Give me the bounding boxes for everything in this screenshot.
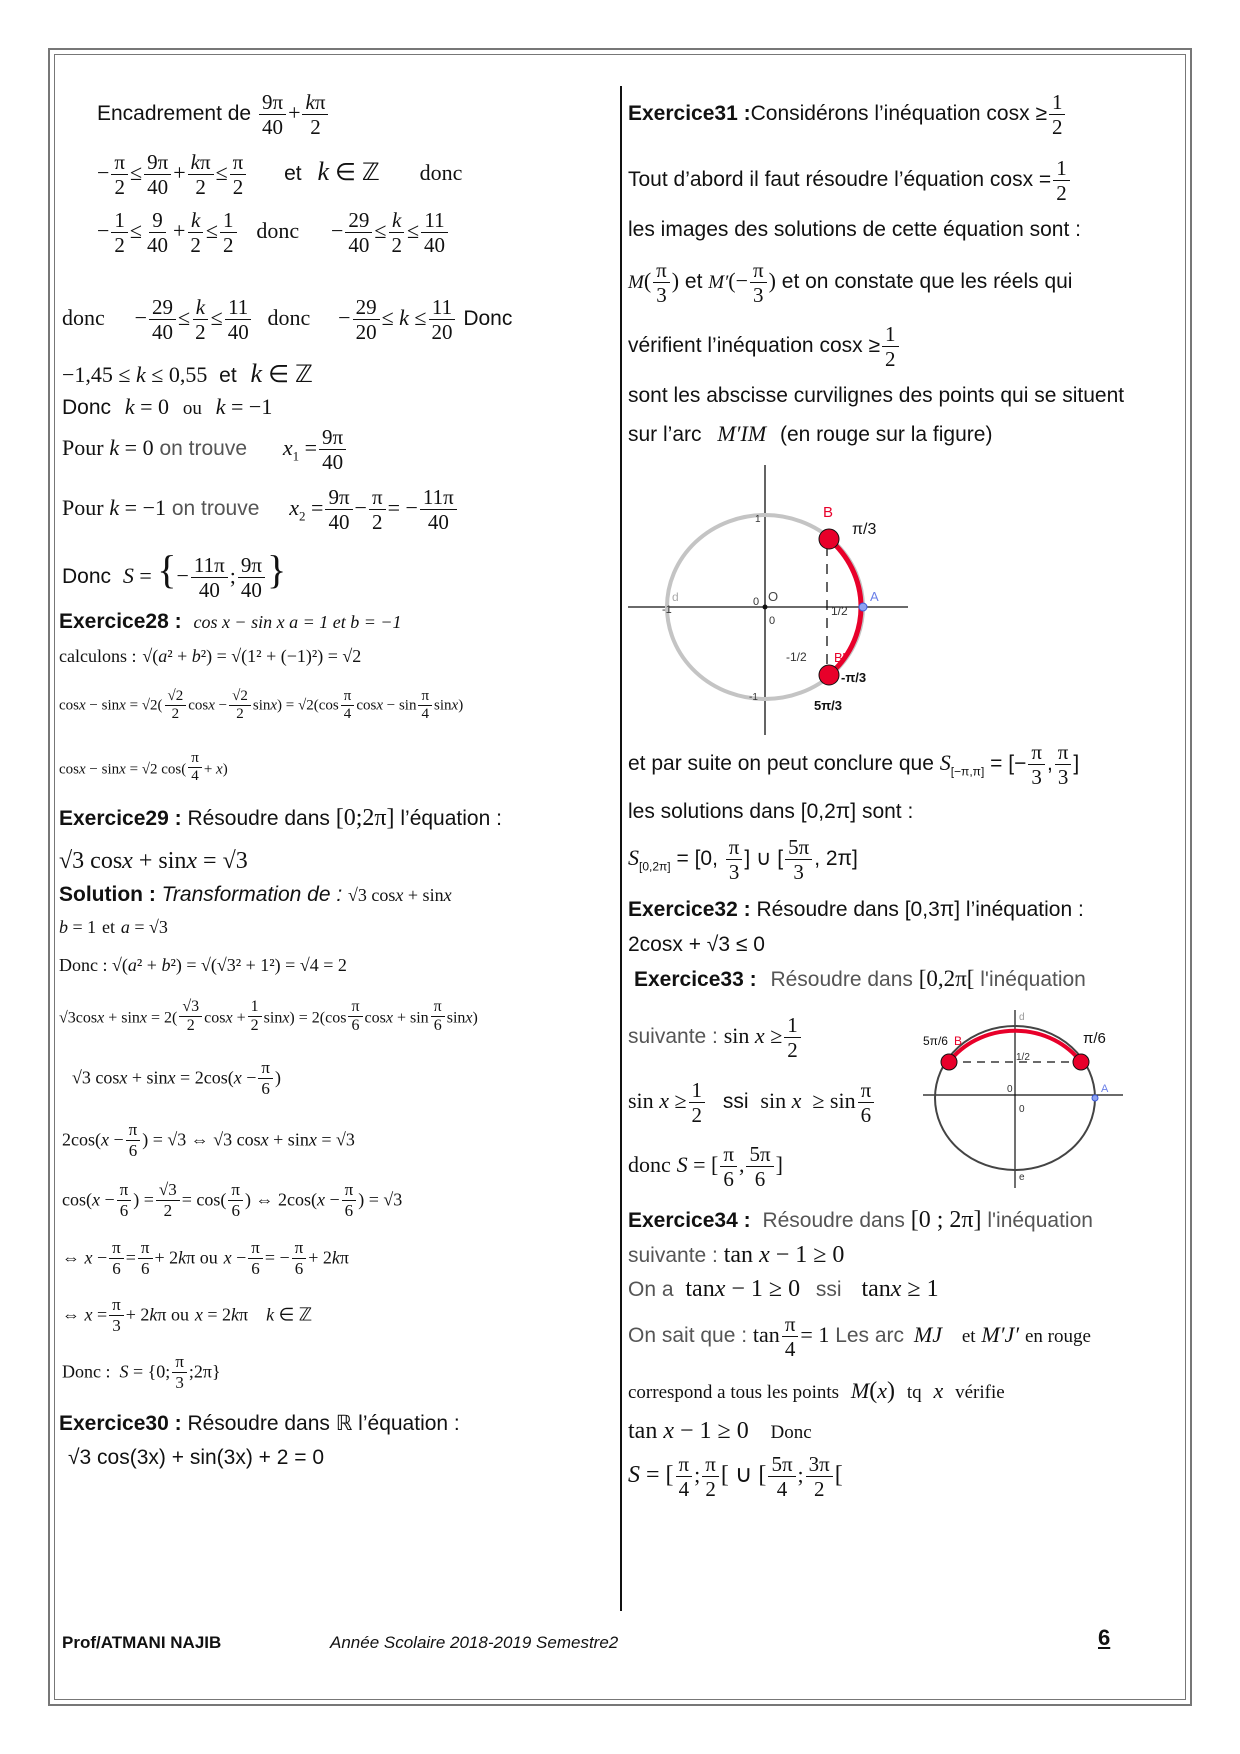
ex29-step5: ⇔ x = $\frac{\pi}{3}$ + 2kπ ou x = 2kπ k ∈ ℤ [62, 1295, 313, 1335]
ex30-text: Résoudre dans ℝ l’équation : [187, 1412, 460, 1435]
ex32-equation [628, 933, 765, 956]
suivante-label: suivante : [628, 1025, 718, 1049]
Donc-label: Donc [62, 396, 112, 419]
donc-label: donc [62, 305, 105, 331]
ex34-ineq: tan x − 1 ≥ 0 Donc [628, 1418, 812, 1444]
solution-label: Solution : [59, 883, 156, 906]
ex34-correspond: correspond a tous les points M(x) tq x vérifie [628, 1378, 1005, 1404]
ex28-header [59, 610, 402, 633]
ex29-equation: √3 cosx + sinx = √3 [59, 848, 248, 874]
ex31-title: Exercice31 : [628, 102, 751, 126]
label-zero-2a: 0 [1007, 1084, 1013, 1095]
ineq-line-2: − $\frac{1}{2}$ ≤ $\frac{9}{40}$ + $\frac{k}{2}$ ≤ $\frac{1}{2}$ donc − $\frac{29}{40}$ ≤ $\frac{k}{2}$ ≤ $\frac{11}{40}$ [97, 208, 450, 257]
tq-label: tq [906, 1382, 922, 1403]
ex33-solution: donc S = [ $\frac{\pi}{6}$ , $\frac{5\pi}{6}$ ] [628, 1142, 783, 1192]
en-rouge-label: en rouge [1024, 1326, 1091, 1348]
encadrement-line: Encadrement de $\frac{9\pi}{40}$ + $\frac{k\pi}{2}$ [97, 90, 330, 139]
ex28-expression: cos x − sin x a = 1 et b = −1 [193, 612, 402, 632]
solutions-02pi-text: les solutions dans [0,2π] sont : [628, 800, 914, 823]
ex31-conclure: et par suite on peut conclure que $S_{[-\pi,\pi]}$ = [− $\frac{\pi}{3}$ , $\frac{\pi}{3}$ ] [628, 740, 1080, 790]
label-zero-2b: 0 [1019, 1104, 1025, 1115]
footer-author: Prof/ATMANI NAJIB [62, 1633, 222, 1652]
page-number: 6 [1098, 1625, 1111, 1650]
ex29-step3: cos(x − $\frac{\pi}{6}$ ) = $\frac{√3}{2}$ = cos( $\frac{\pi}{6}$ ) ⇔ 2cos(x − $\frac{\pi}{6}$ ) = √3 [62, 1180, 403, 1220]
ex34-on-a: On a tanx − 1 ≥ 0 ssi tanx ≥ 1 [628, 1276, 939, 1302]
label-zero-b: 0 [769, 615, 776, 627]
label-A: A [870, 589, 879, 604]
ex33-ineq-label: l'inéquation [980, 968, 1086, 991]
ou-label: ou [171, 1304, 189, 1325]
label-d: d [672, 590, 679, 604]
ex30-equation [68, 1446, 324, 1469]
Donc-label: Donc [463, 307, 513, 331]
abscisse-text: sont les abscisse curvilignes des points qui se situent [628, 384, 1125, 407]
suivante-label-2: suivante : [628, 1244, 718, 1267]
unit-circle-figure-2 [923, 1010, 1123, 1195]
ex29-interval: [0;2π] [335, 805, 395, 831]
ex34-interval: [0 ; 2π] [910, 1207, 982, 1233]
ex29-equation-label: l’équation : [400, 807, 502, 830]
les-arc-label: Les arc [835, 1324, 905, 1348]
et-label: et [219, 364, 237, 387]
x1-line: Pour k = 0 on trouve $x_1$ = $\frac{9\pi}{40}$ [62, 425, 348, 474]
ex31-arc [628, 422, 992, 446]
ex30-header [59, 1412, 460, 1435]
ex29-solution-header: Solution : Transformation de : √3 cosx + sinx [59, 883, 452, 906]
ex32-eq: 2cosx + √3 ≤ 0 [628, 933, 765, 956]
label-O: O [768, 589, 779, 604]
label-5pi6: 5π/6 [923, 1034, 948, 1048]
conclure-text: et par suite on peut conclure que [628, 752, 934, 776]
label-B: B [823, 504, 834, 521]
on-trouve-label: on trouve [171, 497, 260, 521]
point-B [819, 529, 839, 549]
donc-label: donc [628, 1152, 671, 1178]
k-range-line: −1,45 ≤ k ≤ 0,55 et k ∈ ℤ [62, 359, 313, 388]
label-A-2: A [1101, 1083, 1109, 1095]
et-label: et [284, 162, 302, 186]
ex34-suivante: suivante : tan x − 1 ≥ 0 [628, 1242, 845, 1268]
ex29-step1: √3 cosx + sinx = 2cos(x − $\frac{\pi}{6}$ ) [72, 1058, 281, 1098]
ex29-step4: ⇔ x − $\frac{\pi}{6}$ = $\frac{\pi}{6}$ + 2kπ ou x − $\frac{\pi}{6}$ = − $\frac{\pi}{6}$ + 2kπ [62, 1238, 349, 1278]
label-d-2: d [1019, 1012, 1025, 1023]
ex31-text: Considérons l’inéquation cosx ≥ [750, 102, 1047, 126]
ex31-solutions-set: $S_{[0,2\pi]} = [0$, $\frac{\pi}{3}$ ] ∪ [ $\frac{5\pi}{3}$ , 2π] [628, 835, 858, 885]
Donc-label: Donc [59, 955, 98, 975]
ex34-header [628, 1207, 1093, 1233]
ex33-header [634, 966, 1086, 991]
transformation-label: Transformation de : [161, 883, 343, 906]
on-trouve-label: on trouve [159, 437, 247, 461]
ex34-on-sait: On sait que : tan $\frac{\pi}{4}$ = 1 Les arc MJ et M′J′ en rouge [628, 1312, 1091, 1362]
ex29-ab: b = 1 et a = √3 [59, 917, 168, 937]
ex33-text: Résoudre dans [770, 968, 913, 991]
ex28-calculons: calculons : √(a² + b²) = √(1² + (−1)²) = √2 [59, 646, 362, 666]
label-minus-one: -1 [662, 604, 672, 616]
ineq-line-3: donc − $\frac{29}{40}$ ≤ $\frac{k}{2}$ ≤ $\frac{11}{40}$ donc − $\frac{29}{20}$ ≤ k ≤ $\frac{11}{20}$ Donc [62, 295, 513, 345]
unit-circle-figure-1 [628, 460, 918, 735]
label-pi6: π/6 [1083, 1030, 1106, 1047]
ex28-result: cosx − sinx = √2 cos( $\frac{\pi}{4}$ + x) [59, 750, 228, 785]
donc-label: donc [419, 160, 463, 186]
verifient-text: vérifient l’inéquation cosx ≥ [628, 334, 880, 358]
ex30-eq: √3 cos(3x) + sin(3x) + 2 = 0 [68, 1446, 325, 1469]
ex31-header: Exercice31 :Considérons l’inéquation cosx ≥ $\frac{1}{2}$ [628, 90, 1067, 139]
ex31-points: M( $\frac{\pi}{3}$ ) et M′(− $\frac{\pi}{3}$ ) et on constate que les réels qui [628, 258, 1073, 308]
label-pi3: π/3 [852, 521, 877, 538]
Donc-label: Donc [62, 1361, 101, 1382]
ex29-text: Résoudre dans [187, 807, 330, 830]
ex28-title: Exercice28 : [59, 610, 182, 633]
ex30-title: Exercice30 : [59, 1412, 182, 1435]
pour-label: Pour [62, 435, 104, 461]
label-half-2: 1/2 [1016, 1052, 1030, 1063]
label-Bprime: B' [834, 650, 846, 665]
ssi-label-2: ssi [815, 1278, 842, 1301]
label-half: 1/2 [831, 604, 848, 618]
ou-label: ou [199, 1247, 218, 1268]
Donc-label-r: Donc [770, 1422, 812, 1443]
correspond-text: correspond a tous les points [628, 1382, 840, 1403]
label-one: 1 [755, 514, 761, 525]
ex31-tout: Tout d’abord il faut résoudre l’équation cosx = $\frac{1}{2}$ [628, 156, 1072, 205]
ex33-interval: [0,2π[ [918, 966, 975, 991]
en-rouge-text: (en rouge sur la figure) [780, 423, 993, 446]
Donc-label: Donc [62, 565, 112, 588]
label-e-2: e [1019, 1172, 1025, 1183]
footer-year: Année Scolaire 2018-2019 Semestre2 [330, 1633, 619, 1652]
origin-dot [763, 605, 768, 610]
ex28-transform: cosx − sinx = √2( $\frac{√2}{2}$ cosx − $\frac{√2}{2}$ sinx) = √2(cos $\frac{\pi}{4}$ cosx − sin $\frac{\pi}{4}$ sinx) [59, 688, 464, 723]
point-5pi6 [941, 1054, 957, 1070]
ex34-title: Exercice34 : [628, 1209, 751, 1232]
ex29-modulus: Donc : √(a² + b²) = √(√3² + 1²) = √4 = 2 [59, 955, 347, 975]
donc-label: donc [256, 218, 300, 244]
ex29-title: Exercice29 : [59, 807, 182, 830]
ex34-text: Résoudre dans [762, 1209, 905, 1232]
calculons-label: calculons : [59, 646, 137, 666]
ex29-step2: 2cos(x − $\frac{\pi}{6}$ ) = √3 ⇔ √3 cosx + sinx = √3 [62, 1120, 355, 1160]
ex32-title: Exercice32 : [628, 898, 751, 921]
ex34-ineq-label: l'inéquation [987, 1209, 1093, 1232]
point-A-2 [1092, 1095, 1098, 1101]
arc-name: M′IM [717, 421, 767, 446]
images-text: les images des solutions de cette équation sont : [628, 218, 1081, 241]
point-A [859, 603, 867, 611]
ex31-verifient: vérifient l’inéquation cosx ≥ $\frac{1}{2}$ [628, 322, 901, 371]
x2-line: Pour k = −1 on trouve $x_2$ = $\frac{9\pi}{40}$ − $\frac{\pi}{2}$ = − $\frac{11\pi}{40}$ [62, 485, 459, 534]
k-values-line: Donc k = 0 ou k = −1 [62, 394, 273, 419]
ex29-header [59, 805, 502, 831]
on-a-label: On a [628, 1278, 674, 1301]
label-5pi3: 5π/3 [814, 698, 843, 713]
arc-label: sur l’arc [628, 423, 702, 446]
label-B-2: B [954, 1034, 963, 1048]
point-pi6 [1073, 1054, 1089, 1070]
ex31-solutions-label [628, 800, 913, 823]
ex32-text: Résoudre dans [0,3π] l’inéquation : [756, 898, 1084, 921]
donc-label: donc [267, 305, 311, 331]
label-zero-a: 0 [753, 596, 760, 608]
constate-text: et on constate que les réels qui [781, 270, 1073, 294]
pour-label: Pour [62, 495, 104, 521]
ex34-solution: S = [ $\frac{\pi}{4}$ ; $\frac{\pi}{2}$ [ ∪ [ $\frac{5\pi}{4}$ ; $\frac{3\pi}{2}$ [ [628, 1452, 843, 1502]
ssi-label: ssi [722, 1090, 749, 1114]
ex29-solution-set: Donc : S = {0; $\frac{\pi}{3}$ ;2π} [62, 1352, 221, 1392]
encadrement-label: Encadrement de [97, 102, 252, 126]
ex33-ssi: sin x ≥ $\frac{1}{2}$ ssi sin x ≥ sin $\frac{\pi}{6}$ [628, 1078, 876, 1127]
ex33-title: Exercice33 : [634, 968, 757, 991]
ex33-suivante: suivante : sin x ≥ $\frac{1}{2}$ [628, 1013, 803, 1062]
verifie-label: vérifie [955, 1382, 1005, 1403]
label-minus-one-y: -1 [749, 692, 758, 703]
ineq-line-1: − $\frac{\pi}{2}$ ≤ $\frac{9\pi}{40}$ + $\frac{k\pi}{2}$ ≤ $\frac{\pi}{2}$ et k ∈ ℤ donc [97, 150, 463, 200]
on-sait-label: On sait que : [628, 1324, 748, 1348]
column-divider [620, 86, 622, 1611]
label-minus-half: -1/2 [786, 650, 807, 664]
ex31-abscisse [628, 384, 1124, 407]
solution-set-line: Donc S = {− $\frac{11\pi}{40}$ ; $\frac{9\pi}{40}$ } [62, 547, 287, 602]
ex31-images [628, 218, 1081, 241]
ou-label: ou [182, 398, 202, 419]
tout-dabord-text: Tout d’abord il faut résoudre l’équation cosx = [628, 168, 1052, 192]
et-label-r: et [961, 1326, 976, 1348]
point-Bprime [819, 665, 839, 685]
et-label: et [102, 917, 115, 937]
label-minus-pi3: -π/3 [841, 670, 867, 685]
ex32-header [628, 898, 1084, 921]
ex29-transform: √3cosx + sinx = 2( $\frac{√3}{2}$ cosx + $\frac{1}{2}$ sinx) = 2(cos $\frac{\pi}{6}$ cosx + sin $\frac{\pi}{6}$ sinx) [59, 998, 478, 1035]
